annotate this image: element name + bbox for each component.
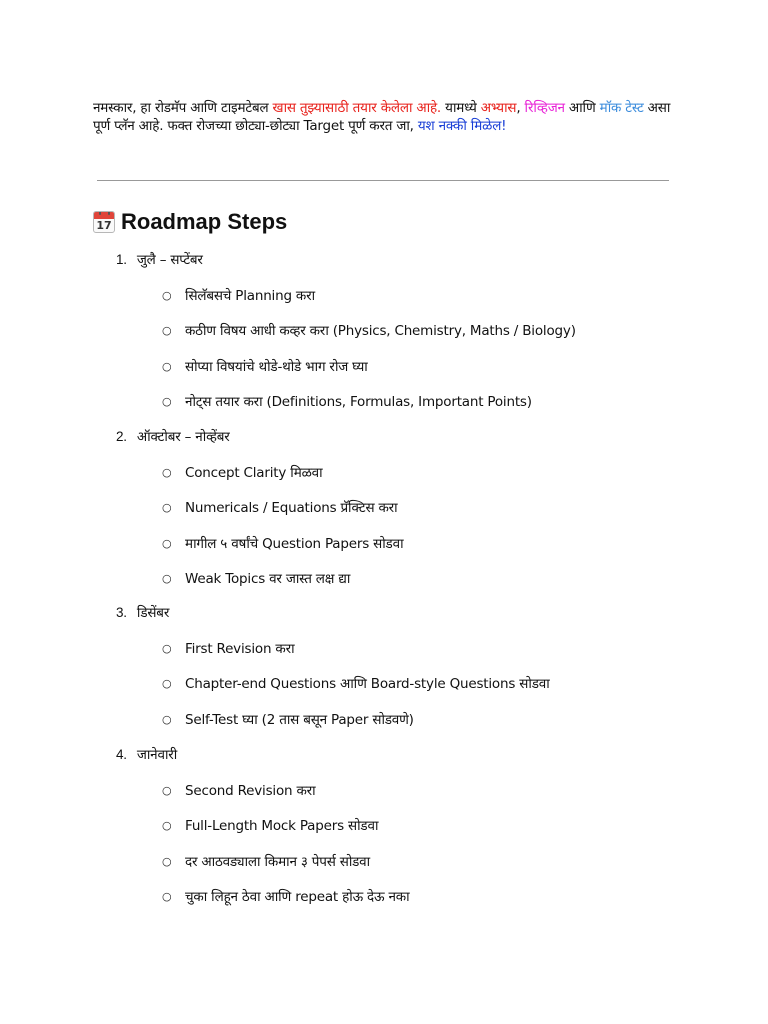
intro-segment: अभ्यास <box>480 100 517 116</box>
list-item <box>162 853 370 871</box>
step-title: ऑक्टोबर – नोव्हेंबर <box>136 429 230 445</box>
step-number: 1. <box>116 252 127 267</box>
section-title: Roadmap Steps <box>121 209 288 234</box>
intro-segment: खास तुझ्यासाठी तयार केलेला आहे. <box>272 100 442 116</box>
circle-bullet-icon: ○ <box>162 677 172 691</box>
list-item <box>162 570 350 588</box>
horizontal-divider <box>97 180 669 181</box>
circle-bullet-icon: ○ <box>162 889 172 903</box>
step-heading <box>116 428 230 446</box>
step-title: डिसेंबर <box>136 605 170 621</box>
list-item <box>162 287 315 305</box>
list-item-text: Full-Length Mock Papers सोडवा <box>185 818 379 835</box>
circle-bullet-icon: ○ <box>162 466 172 479</box>
list-item <box>162 675 550 693</box>
list-item-text: कठीण विषय आधी कव्हर करा (Physics, Chemistry, Maths / Biology) <box>185 323 576 340</box>
circle-bullet-icon: ○ <box>162 712 172 726</box>
intro-segment: मॉक टेस्ट <box>599 100 644 116</box>
circle-bullet-icon: ○ <box>162 324 172 338</box>
circle-bullet-icon: ○ <box>162 536 172 550</box>
list-item-text: Second Revision करा <box>185 783 316 799</box>
step-number: 4. <box>116 747 127 762</box>
calendar-icon <box>93 211 115 233</box>
list-item <box>162 464 322 482</box>
step-title: जानेवारी <box>136 747 178 763</box>
list-item <box>162 782 315 800</box>
step-number: 3. <box>116 605 127 620</box>
circle-bullet-icon: ○ <box>162 571 172 585</box>
list-item <box>162 499 397 517</box>
intro-paragraph <box>93 99 673 135</box>
list-item <box>162 393 532 411</box>
intro-segment: यश नक्की मिळेल! <box>417 118 507 134</box>
circle-bullet-icon: ○ <box>162 289 172 302</box>
list-item <box>162 711 414 729</box>
intro-segment: यामध्ये <box>441 100 481 116</box>
intro-segment: असा पूर्ण प्लॅन आहे. फक्त रोजच्या छोट्या-छोट्या Target पूर्ण करत जा, <box>93 100 671 134</box>
list-item-text: Weak Topics वर जास्त लक्ष द्या <box>185 570 351 587</box>
list-item-text: मागील ५ वर्षांचे Question Papers सोडवा <box>185 535 404 552</box>
circle-bullet-icon: ○ <box>162 854 172 868</box>
step-heading <box>116 604 169 622</box>
intro-segment: आणि <box>564 100 600 116</box>
circle-bullet-icon: ○ <box>162 501 172 515</box>
circle-bullet-icon: ○ <box>162 359 172 373</box>
circle-bullet-icon: ○ <box>162 394 172 408</box>
section-heading <box>93 206 287 238</box>
step-heading <box>116 746 177 764</box>
list-item-text: दर आठवड्याला किमान ३ पेपर्स सोडवा <box>185 853 370 870</box>
list-item-text: Concept Clarity मिळवा <box>185 465 323 481</box>
intro-segment: , <box>516 100 525 116</box>
list-item-text: Self-Test घ्या (2 तास बसून Paper सोडवणे) <box>185 711 414 728</box>
circle-bullet-icon: ○ <box>162 819 172 833</box>
list-item-text: चुका लिहून ठेवा आणि repeat होऊ देऊ नका <box>185 888 410 905</box>
step-number: 2. <box>116 429 127 444</box>
list-item-text: सिलॅबसचे Planning करा <box>185 288 315 304</box>
list-item <box>162 817 378 835</box>
list-item <box>162 640 294 658</box>
list-item <box>162 322 576 340</box>
calendar-icon-number: 17 <box>96 219 112 232</box>
list-item-text: Chapter-end Questions आणि Board-style Questions सोडवा <box>185 676 550 693</box>
intro-text <box>93 99 673 135</box>
list-item <box>162 358 368 376</box>
circle-bullet-icon: ○ <box>162 784 172 797</box>
list-item-text: Numericals / Equations प्रॅक्टिस करा <box>185 500 398 517</box>
list-item <box>162 888 409 906</box>
intro-segment: रिव्हिजन <box>524 100 565 116</box>
list-item-text: First Revision करा <box>185 641 295 657</box>
intro-segment: नमस्कार, हा रोडमॅप आणि टाइमटेबल <box>93 100 273 116</box>
circle-bullet-icon: ○ <box>162 642 172 655</box>
list-item-text: सोप्या विषयांचे थोडे-थोडे भाग रोज घ्या <box>185 358 368 375</box>
step-title: जुलै – सप्टेंबर <box>136 252 203 268</box>
step-heading <box>116 251 203 269</box>
list-item-text: नोट्स तयार करा (Definitions, Formulas, Important Points) <box>185 393 532 410</box>
list-item <box>162 535 403 553</box>
